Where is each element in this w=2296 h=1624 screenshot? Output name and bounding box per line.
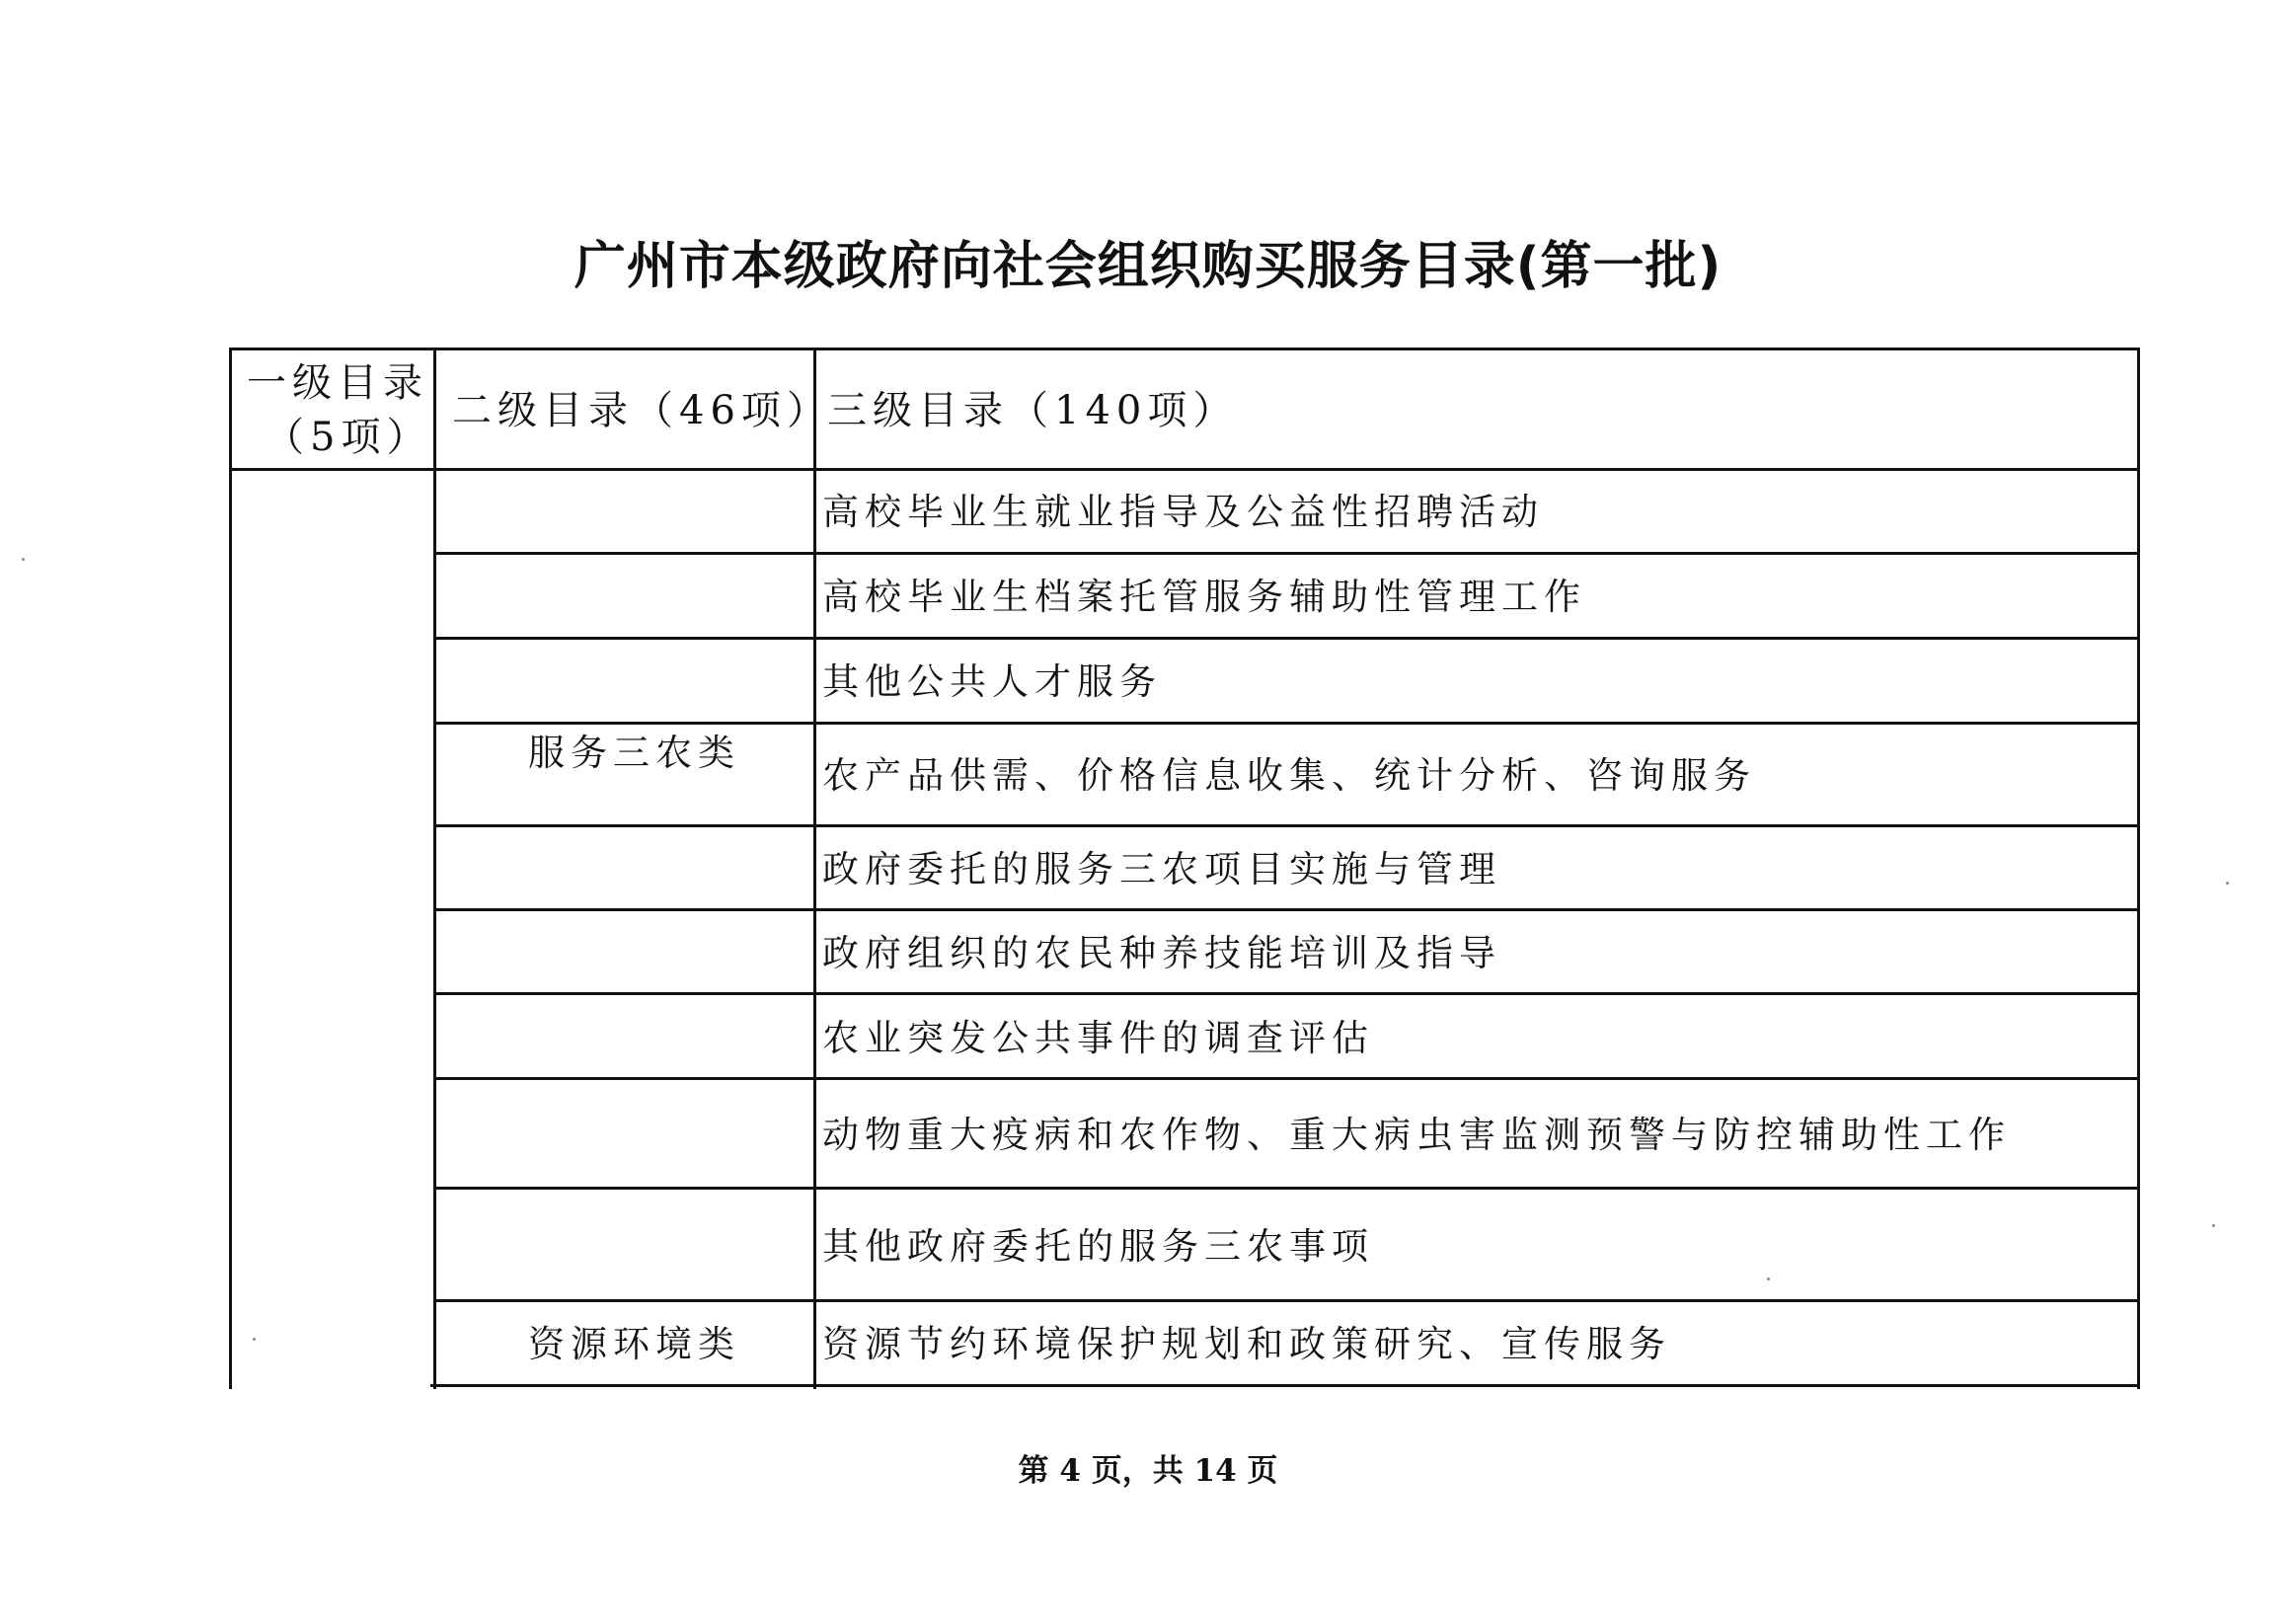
scan-speck [2212, 1224, 2215, 1227]
column-divider-1 [433, 348, 436, 1389]
row-separator [433, 992, 2140, 995]
document-title: 广州市本级政府向社会组织购买服务目录(第一批) [574, 237, 1722, 296]
table-row-level3: 高校毕业生就业指导及公益性招聘活动 [822, 491, 1544, 533]
row-separator [433, 552, 2140, 555]
row-separator [433, 824, 2140, 827]
scan-speck [1767, 1277, 1770, 1280]
header-level1-line1: 一级目录 [247, 360, 428, 406]
table-row-level2: 资源环境类 [528, 1323, 740, 1365]
table-row-level3: 政府组织的农民种养技能培训及指导 [822, 932, 1501, 974]
scan-speck [2226, 882, 2229, 885]
page-footer: 第 4 页，共 14 页 [1018, 1453, 1278, 1489]
row-separator [433, 1299, 2140, 1302]
table-row-level3: 农产品供需、价格信息收集、统计分析、咨询服务 [822, 754, 1756, 797]
table-left-border [229, 348, 232, 1389]
table-row-level3: 农业突发公共事件的调查评估 [822, 1017, 1374, 1059]
header-level2: 二级目录（46项） [452, 388, 832, 433]
table-right-border [2137, 348, 2140, 1389]
table-row-level3: 其他公共人才服务 [822, 660, 1162, 703]
row-separator [433, 1077, 2140, 1080]
table-row-level2: 服务三农类 [528, 732, 740, 774]
table-row-level3: 资源节约环境保护规划和政策研究、宣传服务 [822, 1323, 1671, 1365]
row-separator [433, 637, 2140, 640]
scan-speck [253, 1338, 256, 1341]
table-bottom-border [430, 1384, 2140, 1387]
table-row-level3: 动物重大疫病和农作物、重大病虫害监测预警与防控辅助性工作 [822, 1114, 2011, 1156]
header-bottom-border [229, 468, 2140, 471]
row-separator [433, 722, 2140, 725]
table-top-border [229, 348, 2140, 350]
table-row-level3: 其他政府委托的服务三农事项 [822, 1225, 1374, 1268]
table-row-level3: 政府委托的服务三农项目实施与管理 [822, 848, 1501, 890]
row-separator [433, 1187, 2140, 1190]
table-row-level3: 高校毕业生档案托管服务辅助性管理工作 [822, 576, 1586, 618]
header-level3: 三级目录（140项） [827, 388, 1239, 433]
column-divider-2 [813, 348, 816, 1389]
row-separator [433, 908, 2140, 911]
scan-speck [22, 558, 25, 561]
header-level1-line2: （5项） [265, 415, 432, 460]
